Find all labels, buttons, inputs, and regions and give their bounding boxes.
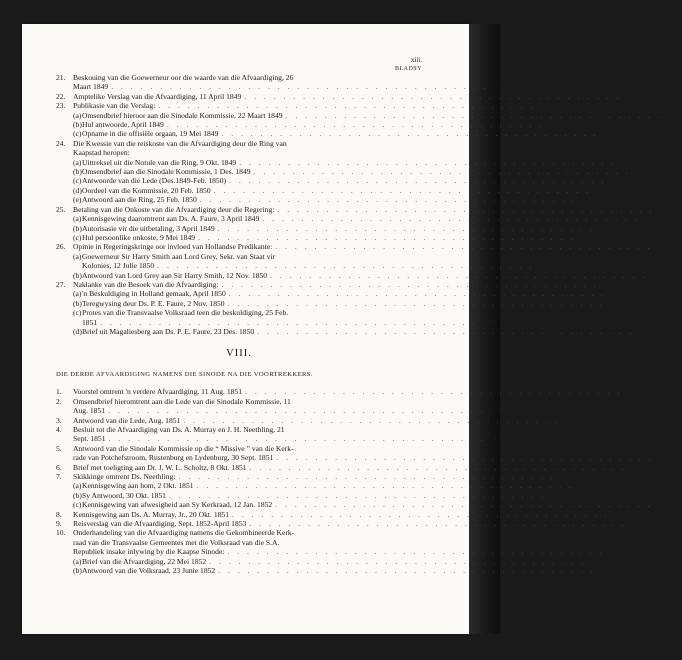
toc-entry-line [56,308,422,317]
entry-text: Autorisasie vir die uitbetaling, 3 April 1849 [82,223,215,233]
entry-sub-letter: (b) [73,490,82,500]
dot-leader: . . . . . . . . . . . . . . . . . . . . . . . . . . . . . . . . . . . . . . . [108,406,486,416]
entry-page: 176 [594,556,606,566]
toc-entry-line [56,101,555,111]
entry-page: 162 [612,298,624,308]
entry-text: Omsendbrief hieroor aan die Sinodale Kommissie, 22 Maart 1849 [82,110,283,120]
toc-entry-line [56,167,650,177]
dot-leader: . . . . . . . . . . . . . . . . . . . . . . . . . . . . . . . . . . . . . . . [227,547,605,557]
dot-leader: . . . . . . . . . . . . . . . . . . . . . . . . . . . . . . . . . . . . . . . [196,481,574,491]
entry-sub-letter: (a) [73,556,82,566]
dot-leader: . . . . . . . . . . . . . . . . . . . . . . . . . . . . . . . . . . . . . . . [275,500,653,510]
entry-text: Protes van die Transvaalse Volksraad teen die beskuldiging, 25 Feb. [82,308,289,318]
entry-number: 25. [56,204,66,214]
entry-text: Republiek insake inlywing by die Kaapse Sinode: [73,547,225,557]
entry-page: 176 [616,509,629,519]
entry-sub-letter: (c) [73,176,82,186]
toc-entry-line [56,528,422,537]
entry-page: 161 [541,261,554,271]
dot-leader: . . . . . . . . . . . . . . . . . . . . . . . . . . . . . . . . . . . . . . . [168,490,547,500]
entry-page: 151 [496,82,508,92]
dot-leader: . . . . . . . . . . . . . . . . . . . . . . . . . . . . . . . . . . . . . . . [262,214,640,224]
entry-text: Kaapstad heropen: [73,148,130,158]
toc-entry-line [56,556,606,566]
entry-page: 161 [613,289,625,299]
entry-page: 176 [612,547,624,557]
dot-leader: . . . . . . . . . . . . . . . . . . . . . . . . . . . . . . . . . . . . . . . [275,242,653,252]
entry-text: Omsendbrief hieromtrent aan die Lede van die Sinodale Kommissie, 11 [73,396,291,406]
entry-sub-letter: (c) [73,129,82,139]
entry-page: 173 [634,462,646,472]
entry-text: Besluit tot die Afvaardiging van Ds. A. Murray en J. H. Neethling, 21 [73,425,285,434]
dot-leader: . . . . . . . . . . . . . . . . . . . . . . . . . . . . . . . . . . . . . . . [244,91,622,101]
toc-entry-line [56,82,508,92]
toc-entry-line [56,317,497,327]
entry-text: Brief van die Afvaardiging, 22 Mei 1852 [82,556,207,566]
toc-entry-line [56,185,610,195]
dot-leader: . . . . . . . . . . . . . . . . . . . . . . . . . . . . . . . . . . . . . . . [100,317,478,327]
entry-page: 163 [484,317,497,327]
toc-entry-line [56,415,580,425]
toc-entry-line [56,129,618,139]
toc-entry-line [56,298,624,308]
entry-sub-letter: (c) [73,232,82,242]
entry-number: 6. [56,462,62,472]
entry-number: 8. [56,509,62,519]
column-label: BLADSY [394,66,422,72]
entry-number: 26. [56,242,66,252]
dot-leader: . . . . . . . . . . . . . . . . . . . . . . . . . . . . . . . . . . . . . . . [158,101,536,111]
entry-text: Kennisgewing daaromtrent aan Ds. A. Faure, 3 April 1849 [82,214,260,224]
toc-entry-line [56,472,575,482]
entry-sub-letter: (b) [73,566,82,576]
entry-page: 158 [598,185,610,195]
dot-leader: . . . . . . . . . . . . . . . . . . . . . . . . . . . . . . . . . . . . . . . [218,566,596,576]
entry-sub-letter: (d) [73,326,82,336]
entry-page: 175 [660,500,672,510]
entry-page: 168 [629,387,642,397]
dot-leader: . . . . . . . . . . . . . . . . . . . . . . . . . . . . . . . . . . . . . . . [228,289,606,299]
toc-entry-line [56,73,422,82]
toc-entry-line [56,176,626,186]
entry-text: Kennisgewing aan hom, 2 Okt. 1851 [82,481,194,491]
entry-text: Hul persoonlike onkoste, 9 Mei 1849 [82,232,196,242]
entry-page: 165 [641,326,654,336]
entry-text: Omsendbrief aan die Sinodale Kommissie, 1 Des. 1849 [82,167,251,177]
entry-text: Hul antwoorde, April 1849 [82,120,164,130]
dot-leader: . . . . . . . . . . . . . . . . . . . . . . . . . . . . . . . . . . . . . . . [277,204,655,214]
entry-sub-letter: (c) [73,308,82,318]
dot-leader: . . . . . . . . . . . . . . . . . . . . . . . . . . . . . . . . . . . . . . . [111,82,489,92]
entry-text: Oordeel van die Kommissie, 20 Feb. 1850 [82,185,211,195]
toc-entry-line [56,519,646,529]
dot-leader: . . . . . . . . . . . . . . . . . . . . . . . . . . . . . . . . . . . . . . . [253,167,631,177]
entry-page: 176 [603,566,615,576]
entry-text: Antwoord van Lord Grey aan Sir Harry Smith, 12 Nov. 1850 [82,270,268,280]
entry-number: 9. [56,519,62,529]
toc-entry-line [56,490,566,500]
dot-leader: . . . . . . . . . . . . . . . . . . . . . . . . . . . . . . . . . . . . . . . [221,129,599,139]
toc-entry-line [56,481,593,491]
dot-leader: . . . . . . . . . . . . . . . . . . . . . . . . . . . . . . . . . . . . . . . [245,387,623,397]
entry-text: Betaling van die Onkoste van die Afvaardiging deur die Regering: [73,204,275,214]
dot-leader: . . . . . . . . . . . . . . . . . . . . . . . . . . . . . . . . . . . . . . . [221,279,599,289]
entry-sub-letter: (b) [73,223,82,233]
entry-page: 173 [581,481,593,491]
dot-leader: . . . . . . . . . . . . . . . . . . . . . . . . . . . . . . . . . . . . . . . [209,556,587,566]
toc-entry-line [56,148,422,157]
entry-page: 174 [553,490,566,500]
entry-number: 23. [56,101,66,111]
section-title: DIE DERDE AFVAARDIGING NAMENS DIE SINODE NA DIE VOORTREKKERS. [56,371,313,379]
dot-leader: . . . . . . . . . . . . . . . . . . . . . . . . . . . . . . . . . . . . . . . [276,453,654,463]
dot-leader: . . . . . . . . . . . . . . . . . . . . . . . . . . . . . . . . . . . . . . . [229,176,607,186]
entry-text: Amptelike Verslag van die Afvaardiging, 11 April 1849 [73,91,242,101]
entry-text: rade van Potchefstroom, Rustenburg en Lydenburg, 30 Sept. 1851 [73,453,274,463]
entry-number: 27. [56,279,66,289]
entry-text: Naklanke van die Besoek van die Afvaardiging: [73,279,219,289]
entry-page: 172 [493,434,505,444]
entry-page: 152 [670,110,682,120]
toc-entry-line [56,214,659,224]
toc-entry-line [56,223,614,233]
entry-text: Teregwysing deur Ds. P. E. Faure, 2 Nov. 1850 [82,298,225,308]
page-number: xiii. [410,56,422,64]
entry-text: Voorstel omtrent 'n verdere Afvaardiging, 11 Aug. 1851 [73,387,243,397]
entry-sub-letter: (d) [73,185,82,195]
dot-leader: . . . . . . . . . . . . . . . . . . . . . . . . . . . . . . . . . . . . . . . [217,223,595,233]
entry-text: Antwoord van die Sinodale Kommissie op die “ Missive ” van die Kerk- [73,443,294,453]
toc-entry-line [56,397,422,406]
entry-sub-letter: (b) [73,167,82,177]
entry-page: 153 [623,157,636,167]
toc-entry-line [56,538,422,547]
entry-text: Brief uit Magaliesberg aan Ds. P. E. Faure, 23 Des. 1850 [82,326,255,336]
toc-entry-line [56,289,625,299]
entry-page: 152 [551,120,564,130]
entry-page: 176 [634,519,646,529]
toc-entry-line [56,261,554,271]
entry-sub-letter: (a) [73,251,82,261]
entry-text: Kennisgewing van afwesigheid aan Sy Kerkraad, 12 Jan. 1852 [82,500,273,510]
toc-entry-line [56,232,595,242]
entry-page: 159 [602,223,614,233]
dot-leader: . . . . . . . . . . . . . . . . . . . . . . . . . . . . . . . . . . . . . . . [285,110,663,120]
entry-sub-letter: (a) [73,157,82,167]
dot-leader: . . . . . . . . . . . . . . . . . . . . . . . . . . . . . . . . . . . . . . . [108,434,486,444]
entry-text: Antwoord van die Lede, Aug. 1851 [73,415,181,425]
entry-page: 171 [568,415,580,425]
entry-text: Antwoorde van die Lede (Des.1849-Feb. 1850) [82,176,227,186]
entry-sub-letter: (a) [73,481,82,491]
toc-entry-line [56,444,422,453]
entry-page: 161 [654,270,667,280]
toc-entry-line [56,270,667,280]
entry-page: 158 [584,195,596,205]
toc-entry-line [56,195,596,205]
entry-sub-letter: (b) [73,270,82,280]
entry-text: Beskouing van die Goewerneur oor die waarde van die Afvaardiging, 26 [73,73,294,82]
toc-entry-line [56,326,654,336]
entry-number: 10. [56,528,66,538]
dot-leader: . . . . . . . . . . . . . . . . . . . . . . . . . . . . . . . . . . . . . . . [249,519,627,529]
toc-entry-line [56,406,505,416]
toc-entry-line [56,547,624,557]
entry-text: Maart 1849 [73,82,109,92]
entry-text: 1851 [82,317,98,327]
entry-page: 159 [662,204,674,214]
entry-number: 4. [56,425,62,434]
entry-text: Goewerneur Sir Harry Smith aan Lord Grey, Sekr. van Staat vir [82,251,276,261]
toc-entry-line [56,157,636,167]
entry-sub-letter: (a) [73,289,82,299]
entry-page: 161 [660,242,672,252]
entry-page: 153 [606,129,618,139]
entry-text: Antwoord aan die Ring, 25 Feb. 1850 [82,195,197,205]
entry-text: Uittreksel uit die Notule van die Ring, 9 Okt. 1849 [82,157,237,167]
entry-text: 'n Beskuldiging in Holland gemaak, April 1850 [82,289,226,299]
entry-text: Kennisgewing aan Ds. A. Murray, Jr., 20 Okt. 1851 [73,509,230,519]
entry-page: 173 [661,453,673,463]
entry-page: 152 [629,91,641,101]
toc-block-1 [56,73,682,336]
toc-entry-line [56,425,422,434]
toc-entry-line [56,139,422,148]
toc-block-2 [56,387,673,576]
toc-entry-line [56,252,422,261]
entry-text: Aug. 1851 [73,406,106,416]
entry-number: 7. [56,472,62,482]
entry-page: 153 [638,167,650,177]
entry-number: 1. [56,387,62,397]
entry-sub-letter: (a) [73,214,82,224]
toc-entry-line [56,509,629,519]
entry-page: 170 [492,406,505,416]
entry-sub-letter: (e) [73,195,82,205]
dot-leader: . . . . . . . . . . . . . . . . . . . . . . . . . . . . . . . . . . . . . . . [270,270,648,280]
toc-entry-line [56,242,672,252]
entry-sub-letter: (a) [73,110,82,120]
toc-entry-line [56,110,682,120]
entry-text: Publikasie van die Verslag: [73,101,156,111]
entry-text: Onderhandeling van die Afvaardiging namens die Gekombineerde Kerk- [73,528,295,538]
entry-text: Skikkinge omtrent Ds. Neethling: [73,472,176,482]
toc-entry-line [56,566,615,576]
toc-entry-line [56,462,646,472]
toc-entry-line [56,204,674,214]
entry-text: Opname in die offisiële orgaan, 19 Mei 1849 [82,129,219,139]
dot-leader: . . . . . . . . . . . . . . . . . . . . . . . . . . . . . . . . . . . . . . . [178,472,556,482]
entry-sub-letter: (c) [73,500,82,510]
dot-leader: . . . . . . . . . . . . . . . . . . . . . . . . . . . . . . . . . . . . . . . [257,326,635,336]
dot-leader: . . . . . . . . . . . . . . . . . . . . . . . . . . . . . . . . . . . . . . . [239,157,617,167]
entry-text: Die Kwessie van die reiskoste van die Afvaardiging deur die Ring van [73,138,287,148]
entry-number: 24. [56,138,66,148]
dot-leader: . . . . . . . . . . . . . . . . . . . . . . . . . . . . . . . . . . . . . . . [213,185,591,195]
entry-page: 152 [543,101,555,111]
dot-leader: . . . . . . . . . . . . . . . . . . . . . . . . . . . . . . . . . . . . . . . [227,298,605,308]
dot-leader: . . . . . . . . . . . . . . . . . . . . . . . . . . . . . . . . . . . . . . . [199,195,577,205]
entry-page: 154 [613,176,626,186]
entry-page: 159 [647,214,659,224]
entry-number: 5. [56,443,62,453]
entry-text: raad van die Transvaalse Gemeentes met die Volksraad van die S.A. [73,537,280,547]
toc-entry-line [56,453,673,463]
entry-number: 21. [56,73,66,82]
entry-page: 161 [606,279,618,289]
entry-sub-letter: (b) [73,120,82,130]
entry-text: Sy Antwoord, 30 Okt. 1851 [82,490,166,500]
entry-number: 2. [56,396,62,406]
toc-entry-line [56,500,672,510]
dot-leader: . . . . . . . . . . . . . . . . . . . . . . . . . . . . . . . . . . . . . . . [166,120,545,130]
toc-entry-line [56,279,618,289]
entry-number: 3. [56,415,62,425]
dot-leader: . . . . . . . . . . . . . . . . . . . . . . . . . . . . . . . . . . . . . . . [198,232,576,242]
dot-leader: . . . . . . . . . . . . . . . . . . . . . . . . . . . . . . . . . . . . . . . [232,509,610,519]
toc-entry-line [56,91,641,101]
toc-entry-line [56,120,564,130]
entry-page: 161 [582,232,595,242]
entry-text: Brief met toeligting aan Dr. J. W. L. Scholtz, 8 Okt. 1851 [73,462,247,472]
entry-text: Kolonies, 12 Julie 1850 [82,261,155,271]
section-roman-heading: VIII. [226,348,252,360]
entry-text: Sept. 1851 [73,434,106,444]
entry-page: 173 [563,472,575,482]
dot-leader: . . . . . . . . . . . . . . . . . . . . . . . . . . . . . . . . . . . . . . . [183,415,561,425]
dot-leader: . . . . . . . . . . . . . . . . . . . . . . . . . . . . . . . . . . . . . . . [249,462,627,472]
entry-number: 22. [56,91,66,101]
dot-leader: . . . . . . . . . . . . . . . . . . . . . . . . . . . . . . . . . . . . . . . [157,261,535,271]
entry-text: Opinie in Regeringskringe oor invloed van Hollandse Predikante: [73,242,273,252]
entry-text: Reisverslag van die Afvaardiging, Sept. 1852-April 1853 [73,519,247,529]
toc-entry-line [56,434,505,444]
entry-text: Antwoord van die Volksraad, 23 Junie 1852 [82,566,216,576]
table-of-contents [56,56,682,576]
toc-entry-line [56,387,642,397]
entry-sub-letter: (b) [73,298,82,308]
